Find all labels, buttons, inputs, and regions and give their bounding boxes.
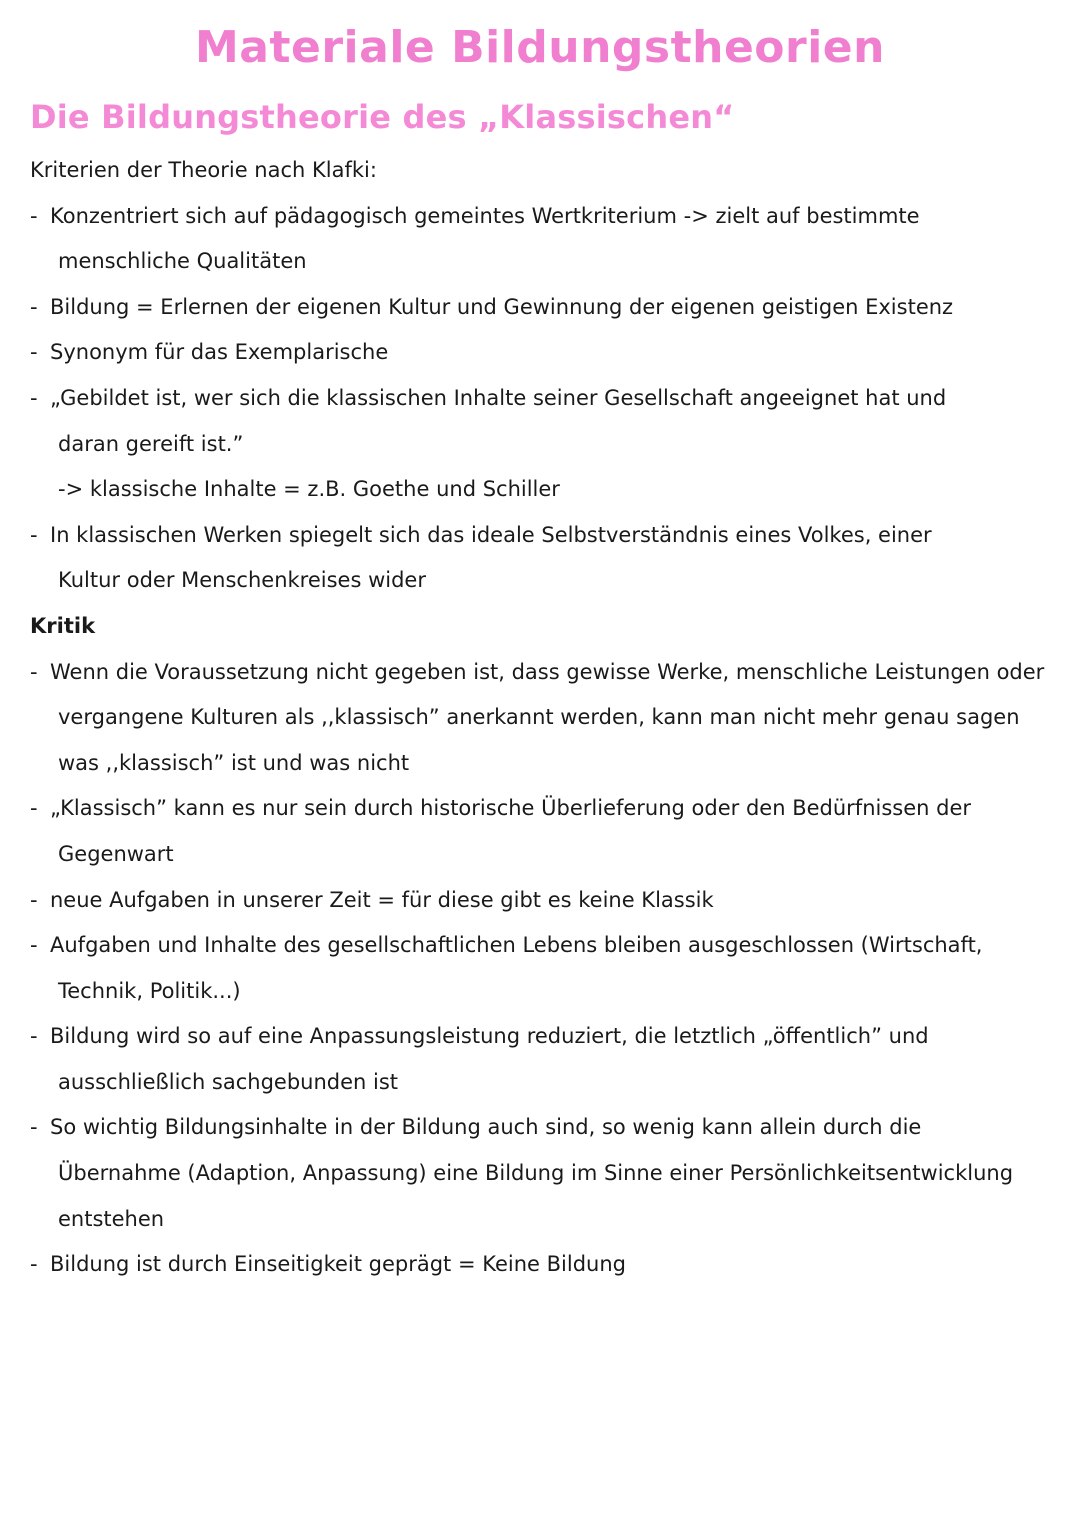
bullet-continuation: ausschließlich sachgebunden ist (58, 1069, 399, 1094)
bullet-dash: - (30, 294, 38, 319)
bullet-dash: - (30, 1115, 38, 1140)
section-subtitle: Die Bildungstheorie des „Klassischen“ (30, 98, 735, 136)
bullet-text: Bildung = Erlernen der eigenen Kultur und Gewinnung der eigenen geistigen Existenz (50, 294, 954, 319)
bullet-continuation: Kultur oder Menschenkreises wider (58, 568, 426, 593)
bullet-dash: - (30, 1024, 38, 1049)
criteria-item (30, 376, 1060, 513)
bullet-dash: - (30, 659, 38, 684)
page-title: Materiale Bildungstheorien (195, 22, 885, 73)
critique-item (30, 878, 1060, 924)
criteria-item (30, 285, 1060, 331)
bullet-continuation: Gegenwart (58, 841, 174, 866)
criteria-list (30, 194, 1060, 604)
critique-item (30, 1242, 1060, 1288)
bullet-continuation: Übernahme (Adaption, Anpassung) eine Bildung im Sinne einer Persönlichkeitsentwicklung (58, 1161, 1014, 1186)
bullet-dash: - (30, 933, 38, 958)
critique-item (30, 1105, 1060, 1242)
criteria-heading: Kriterien der Theorie nach Klafki: (30, 158, 377, 182)
bullet-continuation: -> klassische Inhalte = z.B. Goethe und Schiller (58, 477, 560, 502)
bullet-dash: - (30, 1252, 38, 1277)
bullet-dash: - (30, 385, 38, 410)
bullet-text: In klassischen Werken spiegelt sich das ideale Selbstverständnis eines Volkes, einer (50, 522, 932, 547)
bullet-continuation: Technik, Politik...) (58, 978, 241, 1003)
criteria-item (30, 194, 1060, 285)
critique-item (30, 1014, 1060, 1105)
critique-heading: Kritik (30, 613, 96, 638)
bullet-text: neue Aufgaben in unserer Zeit = für diese gibt es keine Klassik (50, 887, 714, 912)
critique-item (30, 650, 1060, 787)
bullet-text: So wichtig Bildungsinhalte in der Bildung auch sind, so wenig kann allein durch die (50, 1115, 922, 1140)
bullet-continuation: was ,,klassisch” ist und was nicht (58, 750, 410, 775)
criteria-item (30, 330, 1060, 376)
bullet-text: Aufgaben und Inhalte des gesellschaftlichen Lebens bleiben ausgeschlossen (Wirtschaft, (50, 933, 983, 958)
critique-list (30, 650, 1060, 1288)
bullet-continuation: menschliche Qualitäten (58, 249, 307, 274)
bullet-continuation: entstehen (58, 1206, 165, 1231)
bullet-continuation: vergangene Kulturen als ,,klassisch” anerkannt werden, kann man nicht mehr genau sagen (58, 705, 1020, 730)
bullet-dash: - (30, 522, 38, 547)
critique-item (30, 786, 1060, 877)
bullet-dash: - (30, 887, 38, 912)
critique-item (30, 923, 1060, 1014)
bullet-text: Bildung ist durch Einseitigkeit geprägt = Keine Bildung (50, 1252, 626, 1277)
bullet-text: Konzentriert sich auf pädagogisch gemeintes Wertkriterium -> zielt auf bestimmte (50, 203, 920, 228)
bullet-dash: - (30, 203, 38, 228)
notes-content (30, 148, 1060, 1288)
bullet-text: „Gebildet ist, wer sich die klassischen Inhalte seiner Gesellschaft angeeignet hat und (50, 385, 947, 410)
criteria-item (30, 513, 1060, 604)
bullet-dash: - (30, 340, 38, 365)
bullet-text: Bildung wird so auf eine Anpassungsleistung reduziert, die letztlich „öffentlich” und (50, 1024, 929, 1049)
bullet-continuation: daran gereift ist.” (58, 431, 244, 456)
bullet-dash: - (30, 796, 38, 821)
bullet-text: Synonym für das Exemplarische (50, 340, 389, 365)
bullet-text: Wenn die Voraussetzung nicht gegeben ist, dass gewisse Werke, menschliche Leistungen oder (50, 659, 1045, 684)
bullet-text: „Klassisch” kann es nur sein durch historische Überlieferung oder den Bedürfnissen der (50, 796, 972, 821)
